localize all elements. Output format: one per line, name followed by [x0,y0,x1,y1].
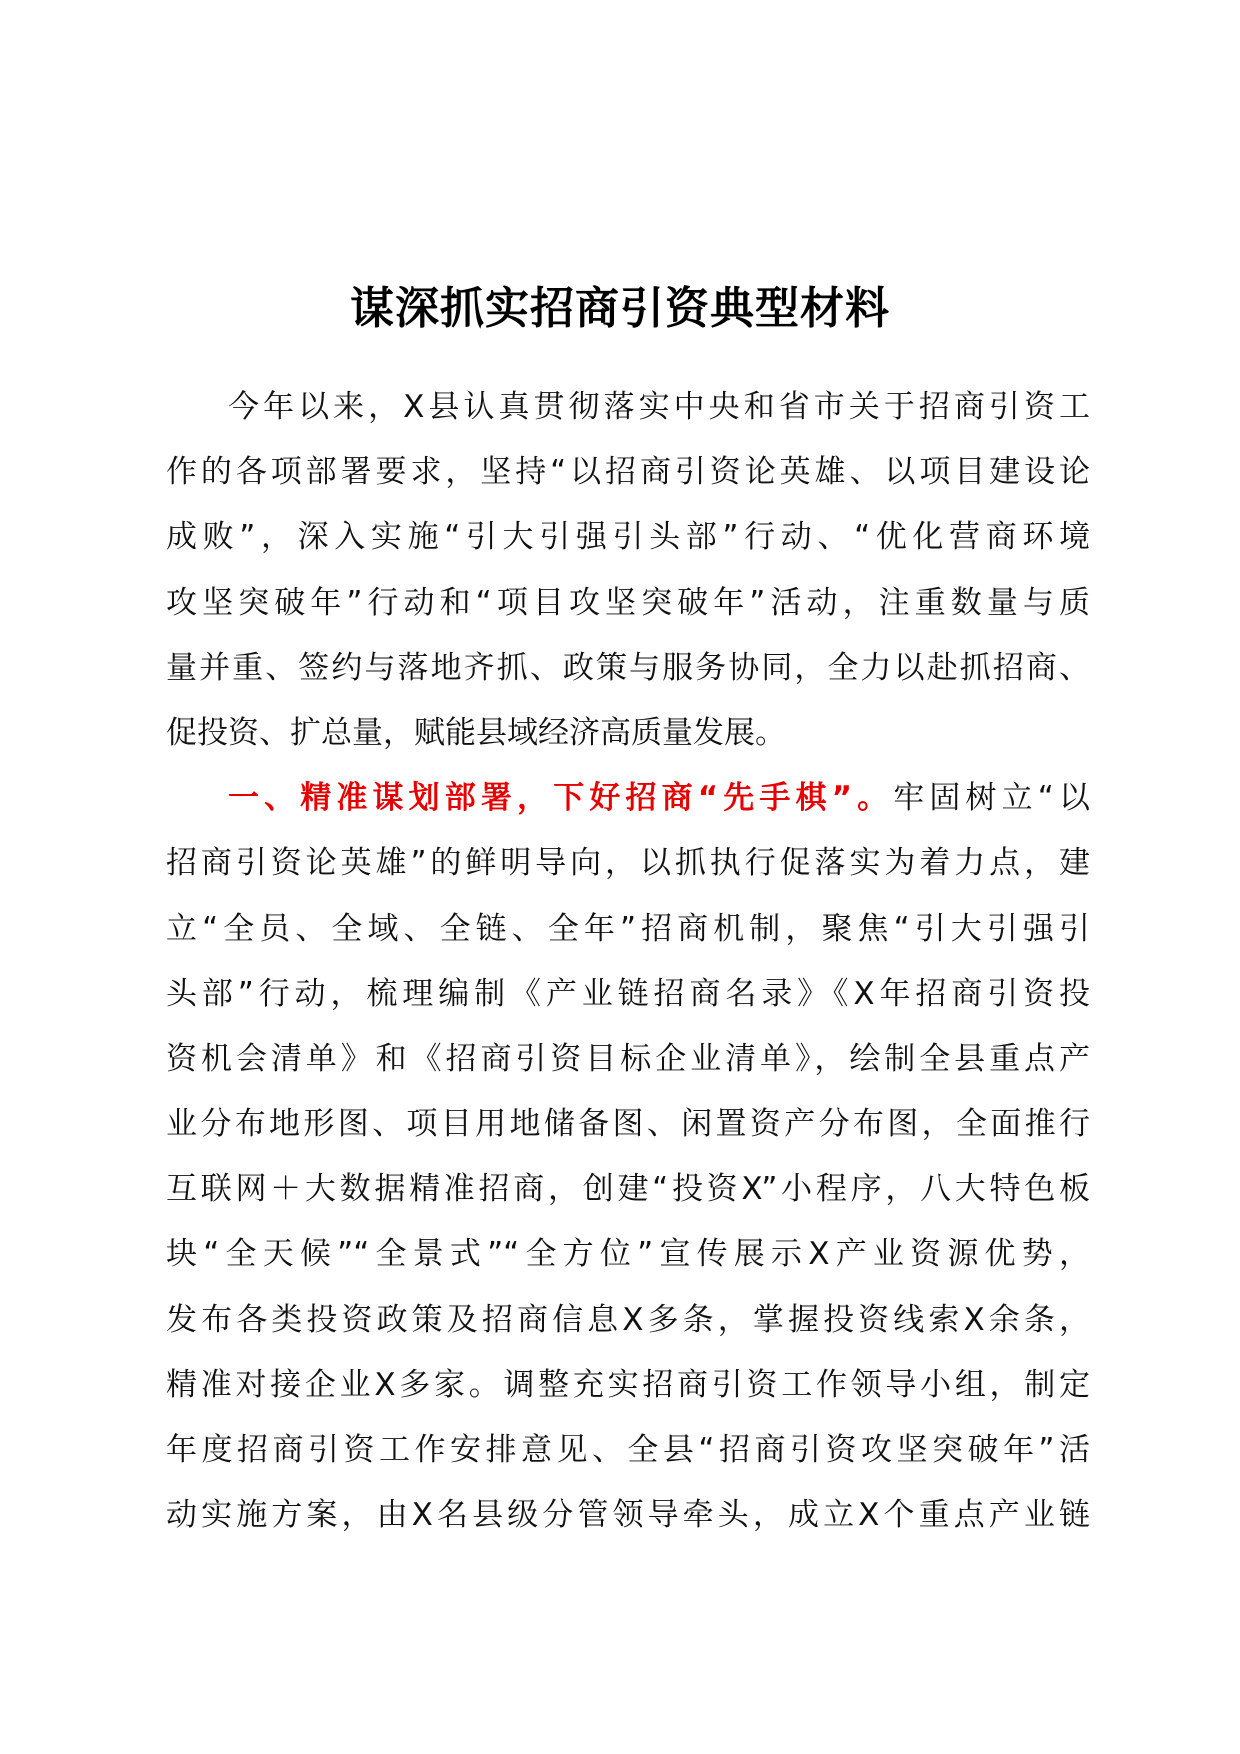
text-line: 招商引资论英雄”的鲜明导向，以抓执行促落实为着力点，建 [166,845,1090,882]
text-line: 动实施方案，由X名县级分管领导牵头，成立X个重点产业链 [166,1497,1090,1534]
text-line: 发布各类投资政策及招商信息X多条，掌握投资线索X余条， [166,1301,1090,1338]
text-line: 立“全员、全域、全链、全年”招商机制，聚焦“引大引强引 [166,910,1090,947]
text-line: 精准对接企业X多家。调整充实招商引资工作领导小组，制定 [166,1366,1090,1403]
text-line: 攻坚突破年”行动和“项目攻坚突破年”活动，注重数量与质 [166,584,1090,621]
section-heading: 一、精准谋划部署，下好招商“先手棋”。 [228,780,894,817]
text-line: 量并重、签约与落地齐抓、政策与服务协同，全力以赴抓招商、 [166,649,1090,686]
text-line: 资机会清单》和《招商引资目标企业清单》，绘制全县重点产 [166,1040,1090,1077]
text-line: 今年以来，X县认真贯彻落实中央和省市关于招商引资工 [228,389,1090,425]
text-line: 块“全天候”“全景式”“全方位”宣传展示X产业资源优势， [166,1236,1090,1273]
text-run: 牢固树立“以 [893,780,1091,817]
text-line: 头部”行动，梳理编制《产业链招商名录》《X年招商引资投 [166,975,1090,1012]
paragraph-section-1 [166,766,1090,1548]
text-line: 年度招商引资工作安排意见、全县“招商引资攻坚突破年”活 [166,1432,1090,1468]
paragraph-intro [166,375,1090,766]
text-line [166,766,1090,831]
text-line: 促投资、扩总量，赋能县域经济高质量发展。 [166,714,786,751]
text-line: 成败”，深入实施“引大引强引头部”行动、“优化营商环境 [166,519,1090,556]
document-body [166,375,1090,1548]
text-line: 互联网＋大数据精准招商，创建“投资X”小程序，八大特色板 [166,1171,1090,1208]
text-line: 业分布地形图、项目用地储备图、闲置资产分布图，全面推行 [166,1106,1090,1143]
document-title: 谋深抓实招商引资典型材料 [350,283,890,334]
text-line: 作的各项部署要求，坚持“以招商引资论英雄、以项目建设论 [166,454,1090,491]
